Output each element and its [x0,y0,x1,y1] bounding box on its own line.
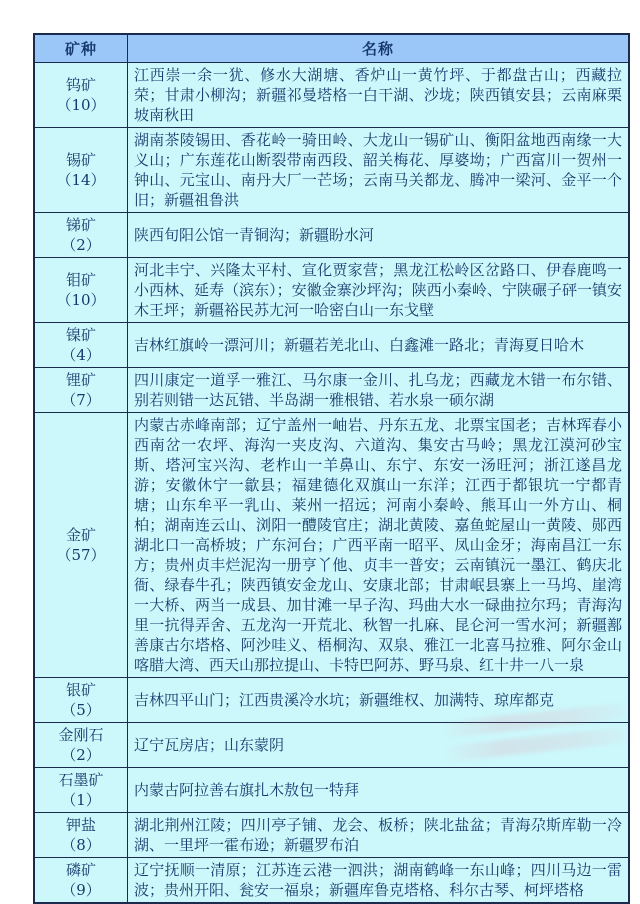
deposit-names-cell: 河北丰宁、兴隆太平村、宣化贾家营；黑龙江松岭区岔路口、伊春鹿鸣一小西林、延寿（滨东）；安徽金寨沙坪沟；陕西小秦岭、宁陕碾子砰一镇安木王坪；新疆裕民苏尢河一哈密白山一东戈壁 [128,258,630,323]
table-row [34,258,629,323]
mineral-count: （1） [61,791,101,809]
mineral-count: （57） [56,546,106,564]
deposit-names-cell: 江西崇一余一犹、修水大湖塘、香炉山一黄竹坪、于都盘古山；西藏拉荣；甘肃小柳沟；新疆祁曼塔格一白干湖、沙垅；陕西镇安县；云南麻栗坡南秋田 [128,63,630,128]
mineral-name: 钨矿 [65,76,96,94]
column-header-mineral-type: 矿种 [34,34,128,63]
mineral-type-cell [34,813,128,858]
table-row [34,678,629,723]
mineral-type-cell [34,413,128,678]
table-row [34,813,629,858]
mineral-name: 银矿 [65,681,96,699]
deposit-names-cell: 湖北荆州江陵；四川亭子铺、龙会、板桥；陕北盐盆；青海尕斯库勒一冷湖、一里坪一霍布逊；新疆罗布泊 [128,813,630,858]
table-row [34,368,629,413]
mineral-deposit-table [33,33,630,904]
table-row [34,723,629,768]
mineral-name: 石墨矿 [58,771,104,789]
mineral-type-cell [34,323,128,368]
deposit-names-cell: 吉林红旗岭一漂河川；新疆若羌北山、白鑫滩一路北；青海夏日哈木 [128,323,630,368]
mineral-type-cell [34,723,128,768]
mineral-name: 钾盐 [65,816,96,834]
table-body [34,63,629,904]
mineral-name: 钼矿 [65,271,96,289]
mineral-name: 金矿 [65,526,96,544]
table-row [34,213,629,258]
mineral-type-cell [34,368,128,413]
header-row [34,34,629,63]
mineral-type-cell [34,63,128,128]
mineral-name: 磷矿 [65,861,96,879]
mineral-count: （5） [61,701,101,719]
deposit-names-cell: 内蒙古阿拉善右旗扎木敖包一特拜 [128,768,630,813]
mineral-name: 锡矿 [65,151,96,169]
column-header-names: 名称 [128,34,630,63]
table-row [34,768,629,813]
table-row [34,858,629,904]
mineral-count: （10） [56,96,106,114]
mineral-name: 金刚石 [58,726,104,744]
mineral-type-cell [34,213,128,258]
mineral-type-cell [34,858,128,904]
deposit-names-cell: 吉林四平山门；江西贵溪冷水坑；新疆维权、加满特、琼库都克 [128,678,630,723]
mineral-count: （2） [61,746,101,764]
deposit-names-cell: 辽宁瓦房店；山东蒙阴 [128,723,630,768]
mineral-count: （8） [61,836,101,854]
mineral-type-cell [34,258,128,323]
table-row [34,323,629,368]
table-row [34,413,629,678]
mineral-type-cell [34,678,128,723]
mineral-name: 锑矿 [65,216,96,234]
deposit-names-cell: 辽宁抚顺一清原；江苏连云港一泗洪；湖南鹤峰一东山峰；四川马边一雷波；贵州开阳、瓮安一福泉；新疆库鲁克塔格、科尔古琴、柯坪塔格 [128,858,630,904]
deposit-names-cell: 内蒙古赤峰南部；辽宁盖州一岫岩、丹东五龙、北票宝国老；吉林珲春小西南岔一农坪、海沟一夹皮沟、六道沟、集安古马岭；黑龙江漠河砂宝斯、塔河宝兴沟、老柞山一羊鼻山、东宁、东安一汤旺河；浙江遂昌龙游；安徽休宁一歙县；福建德化双旗山一东洋；江西于都银坑一宁都青塘；山东牟平一乳山、莱州一招远；河南小秦岭、熊耳山一外方山、桐柏；湖南连云山、浏阳一醴陵官庄；湖北黄陵、嘉鱼蛇屋山一黄陵、郧西湖北口一高桥坡；广东河台；广西平南一昭平、凤山金牙；海南昌江一东方；贵州贞丰烂泥沟一册亨丫他、贞丰一普安；云南镇沅一墨江、鹤庆北衙、绿春牛孔；陕西镇安金龙山、安康北部；甘肃岷县寨上一马坞、崖湾一大桥、两当一成县、加甘滩一早子沟、玛曲大水一碌曲拉尔玛；青海沟里一抗得弄舍、五龙沟一开荒北、秋智一扎麻、昆仑河一雪水河；新疆鄯善康古尔塔格、阿沙哇义、梧桐沟、双泉、雅江一北喜马拉雅、阿尔金山喀腊大湾、西天山那拉提山、卡特巴阿苏、野马泉、红十井一八一泉 [128,413,630,678]
table-row [34,128,629,213]
mineral-count: （9） [61,881,101,899]
deposit-names-cell: 四川康定一道孚一雅江、马尔康一金川、扎乌龙；西藏龙木错一布尔错、别若则错一达瓦错、半岛湖一雅根错、若水泉一硕尔湖 [128,368,630,413]
deposit-names-cell: 湖南茶陵锡田、香花岭一骑田岭、大龙山一锡矿山、衡阳盆地西南缘一大义山；广东莲花山断裂带南西段、韶关梅花、厚婆坳；广西富川一贺州一钟山、元宝山、南丹大厂一芒场；云南马关都龙、腾冲一梁河、金平一个旧；新疆祖鲁洪 [128,128,630,213]
mineral-type-cell [34,768,128,813]
deposit-names-cell: 陕西旬阳公馆一青铜沟；新疆盼水河 [128,213,630,258]
mineral-count: （2） [61,236,101,254]
table-row [34,63,629,128]
mineral-name: 镍矿 [65,326,96,344]
table-header [34,34,629,63]
mineral-count: （7） [61,391,101,409]
mineral-count: （10） [56,291,106,309]
mineral-count: （14） [56,171,106,189]
mineral-type-cell [34,128,128,213]
mineral-count: （4） [61,346,101,364]
mineral-name: 锂矿 [65,371,96,389]
